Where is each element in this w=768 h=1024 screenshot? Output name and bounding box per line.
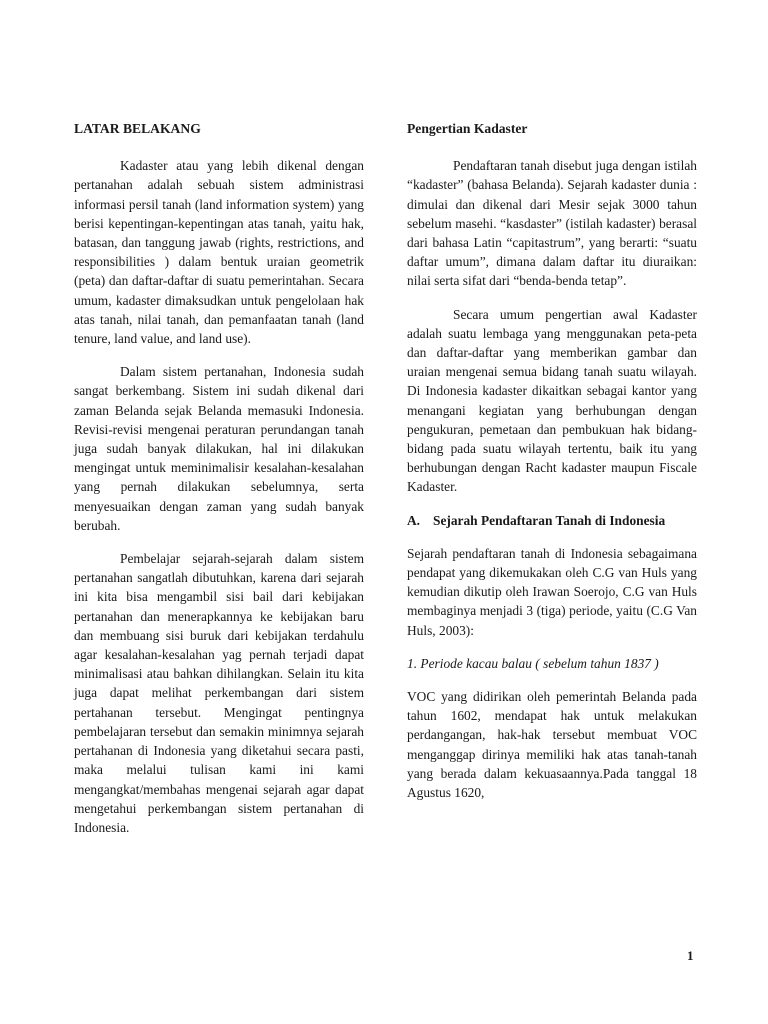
section-title: Sejarah Pendaftaran Tanah di Indonesia: [433, 512, 666, 528]
paragraph: VOC yang didirikan oleh pemerintah Belanda pada tahun 1602, mendapat hak untuk melakukan perdangangan, hak-hak tersebut membuat VOC menganggap dirinya memiliki hak atas tanah-tanah yang berada dalam kekuasaannya.Pada tanggal 18 Agustus 1620,: [407, 689, 697, 801]
paragraph: Secara umum pengertian awal Kadaster adalah suatu lembaga yang menggunakan peta-peta dan daftar-daftar yang memberikan gambar dan uraian mengenai semua bidang tanah suatu wilayah. Di Indonesia kadaster dikaitkan sebagai kantor yang menangani kegiatan yang berhubungan dengan pengukuran, pemetaan dan pembukuan hak bidang-bidang pada suatu wilayah tertentu, baik itu yang berhubungan dengan Racht kadaster maupun Fiscale Kadaster.: [407, 306, 697, 495]
right-column: [407, 119, 697, 816]
page-number: 1: [687, 948, 694, 963]
paragraph: Pendaftaran tanah disebut juga dengan istilah “kadaster” (bahasa Belanda). Sejarah kadaster dunia : dimulai dan dikenal dari Mesir sejak 3000 tahun sebelum masehi. “kasdaster” (istilah kadaster) berasal dari bahasa Latin “capitastrum”, yang berarti: “suatu daftar umum”, dimana dalam daftar itu diuraikan: nilai serta sifat dari “benda-benda tetap”.: [407, 158, 697, 289]
section-heading: [407, 511, 697, 530]
paragraph: Dalam sistem pertanahan, Indonesia sudah sangat berkembang. Sistem ini sudah dikenal dari zaman Belanda sejak Belanda memasuki Indonesia. Revisi-revisi mengenai peraturan perundangan tanah juga sudah banyak dilakukan, hal ini dilakukan mengingat untuk meminimalisir kesalahan-kesalahan yang pernah dilakukan sebelumnya, serta menyesuaikan dengan zaman yang sudah banyak berubah.: [74, 364, 364, 533]
left-column: [74, 119, 364, 851]
paragraph: Kadaster atau yang lebih dikenal dengan pertanahan adalah sebuah sistem administrasi informasi persil tanah (land information system) yang berisi kepentingan-kepentingan atas tanah, yaitu hak, batasan, dan tanggung jawab (rights, restrictions, and responsibilities ) dalam bentuk uraian geometrik (peta) dan daftar-daftar di suatu pemerintahan. Secara umum, kadaster dimaksudkan untuk pengelolaan hak atas tanah, nilai tanah, dan pemanfaatan tanah (land tenure, land value, and land use).: [74, 158, 364, 347]
heading-latar-belakang: LATAR BELAKANG: [74, 121, 201, 136]
paragraph: Sejarah pendaftaran tanah di Indonesia sebagaimana pendapat yang dikemukakan oleh C.G van Huls yang kemudian dikutip oleh Irawan Soerojo, C.G van Huls membaginya menjadi 3 (tiga) periode, yaitu (C.G Van Huls, 2003):: [407, 545, 697, 638]
heading-pengertian-kadaster: Pengertian Kadaster: [407, 121, 528, 136]
paragraph: Pembelajar sejarah-sejarah dalam sistem pertanahan sangatlah dibutuhkan, karena dari sejarah ini kita bisa mengambil sisi bail dari kebijakan pertanahan dan menerapkannya ke kebijakan baru dan membuang sisi buruk dari kebijakan terdahulu agar kesalahan-kesalahan yag pernah terjadi dapat minimalisasi atau bahkan dihilangkan. Selain itu kita juga dapat melihat perkembangan dari sistem pertahanan tersebut. Mengingat pentingnya pembelajaran tersebut dan semakin minimnya sejarah pertahanan di Indonesia yang diketahui secara pasti, maka melalui tulisan kami ini kami mengangkat/membahas mengenai sejarah agar dapat mengetahui perkembangan sistem pertanahan di Indonesia.: [74, 551, 364, 835]
section-number: A.: [407, 512, 421, 528]
subheading-periode: 1. Periode kacau balau ( sebelum tahun 1837 ): [407, 655, 659, 671]
